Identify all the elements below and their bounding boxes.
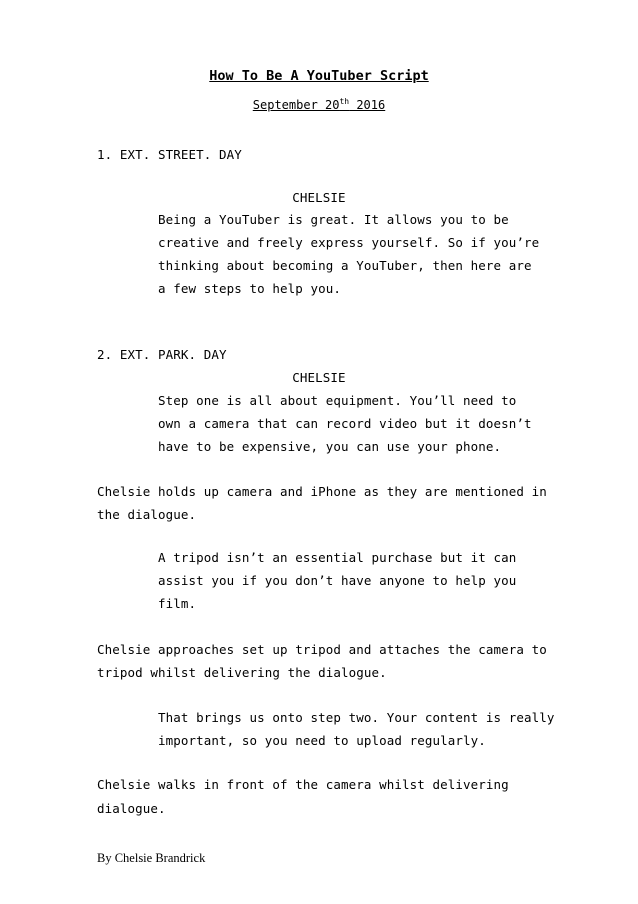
date-ordinal-suffix: th xyxy=(339,97,350,106)
dialogue-line: thinking about becoming a YouTuber, then here are xyxy=(158,258,532,273)
dialogue-line: creative and freely express yourself. So if you’re xyxy=(158,235,540,250)
dialogue-line: Being a YouTuber is great. It allows you to be xyxy=(158,212,509,227)
dialogue-line: That brings us onto step two. Your content is really xyxy=(158,710,555,725)
page-title: How To Be A YouTuber Script xyxy=(209,68,429,84)
dialogue-line: have to be expensive, you can use your phone. xyxy=(158,439,502,454)
action-line: Chelsie approaches set up tripod and attaches the camera to xyxy=(97,642,547,657)
action-line: the dialogue. xyxy=(97,507,197,522)
date-text: September 20 xyxy=(252,98,340,112)
action-line: Chelsie holds up camera and iPhone as they are mentioned in xyxy=(97,484,547,499)
scene-heading-1: 1. EXT. STREET. DAY xyxy=(97,147,242,162)
dialogue-line: A tripod isn’t an essential purchase but it can xyxy=(158,550,517,565)
script-date xyxy=(0,98,638,112)
footer-byline: By Chelsie Brandrick xyxy=(97,851,206,865)
dialogue-line: film. xyxy=(158,596,197,611)
dialogue-line: a few steps to help you. xyxy=(158,281,342,296)
action-line: tripod whilst delivering the dialogue. xyxy=(97,665,387,680)
scene-heading-2: 2. EXT. PARK. DAY xyxy=(97,347,227,362)
action-line: dialogue. xyxy=(97,801,166,816)
date-year: 2016 xyxy=(349,98,386,112)
character-name-2: CHELSIE xyxy=(292,370,346,385)
dialogue-line: assist you if you don’t have anyone to help you xyxy=(158,573,517,588)
dialogue-line: own a camera that can record video but it doesn’t xyxy=(158,416,532,431)
action-line: Chelsie walks in front of the camera whilst delivering xyxy=(97,777,509,792)
dialogue-line: Step one is all about equipment. You’ll need to xyxy=(158,393,517,408)
dialogue-line: important, so you need to upload regularly. xyxy=(158,733,486,748)
character-name-1: CHELSIE xyxy=(292,190,346,205)
